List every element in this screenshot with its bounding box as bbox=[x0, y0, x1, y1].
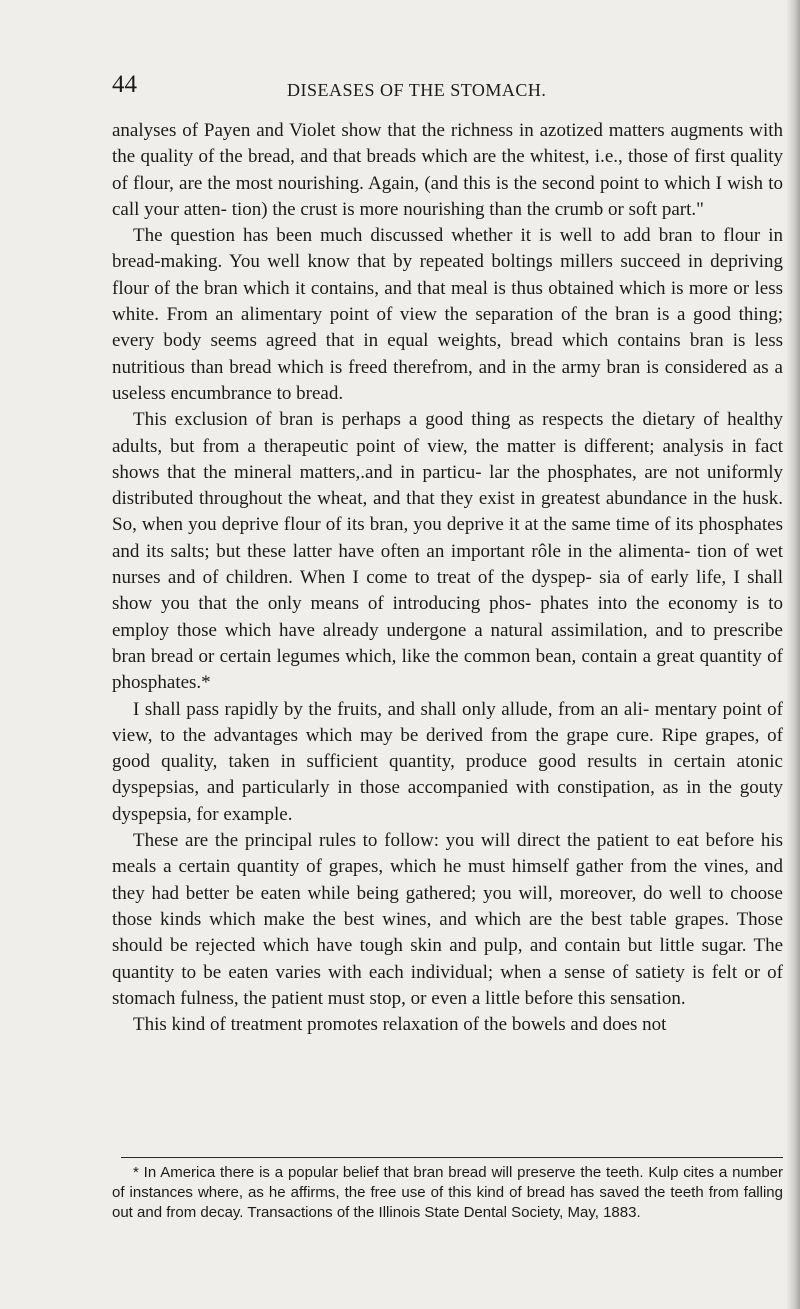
paragraph-bran-exclusion: This exclusion of bran is perhaps a good thing as respects the dietary of healthy adults, but from a therapeutic point of view, the matter is different; analysis in fact shows that the mineral matters,.and in particu- lar the phosphates, are not uniformly distributed throughout the wheat, and that they exist in greatest abundance in the husk. So, when you deprive flour of its bran, you deprive it at the same time of its phosphates and its salts; but these latter have often an important rôle in the alimenta- tion of wet nurses and of children. When I come to treat of the dyspep- sia of early life, I shall show you that the only means of introducing phos- phates into the economy is to employ those which have already undergone a natural assimilation, and to prescribe bran bread or certain legumes which, like the common bean, contain a great quantity of phosphates.* bbox=[112, 409, 783, 694]
page-header bbox=[112, 70, 795, 110]
body-text bbox=[112, 118, 783, 1038]
footnote-rule bbox=[121, 1157, 783, 1158]
page-number: 44 bbox=[112, 71, 137, 98]
paragraph-bran-question: The question has been much discussed whether it is well to add bran to flour in bread-making. You well know that by repeated boltings millers succeed in depriving flour of the bran which it contains, and that meal is thus obtained which is more or less white. From an alimentary point of view the separation of the bran is a good thing; every body seems agreed that in equal weights, bread which contains bran is less nutritious than bread which is freed therefrom, and in the army bran is considered as a useless encumbrance to bread. bbox=[112, 225, 783, 404]
paragraph-bread-quality: analyses of Payen and Violet show that the richness in azotized matters augments with the quality of the bread, and that breads which are the whitest, i.e., those of first quality of flour, are the most nourishing. Again, (and this is the second point to which I wish to call your atten- tion) the crust is more nourishing than the crumb or soft part." bbox=[112, 120, 783, 220]
footnote bbox=[112, 1163, 783, 1223]
paragraph-principal-rules: These are the principal rules to follow: you will direct the patient to eat before his meals a certain quantity of grapes, which he must himself gather from the vines, and they had better be eaten while being gathered; you will, moreover, do well to choose those kinds which make the best wines, and which are the best table grapes. Those should be rejected which have tough skin and pulp, and contain but little sugar. The quantity to be eaten varies with each individual; when a sense of satiety is felt or of stomach fulness, the patient must stop, or even a little before this sensation. bbox=[112, 830, 783, 1009]
footnote-text: * In America there is a popular belief that bran bread will preserve the teeth. Kulp cites a number of instances where, as he affirms, the free use of this kind of bread has saved the teeth from falling out and from decay. Transactions of the Illinois State Dental Society, May, 1883. bbox=[112, 1164, 783, 1221]
running-title: DISEASES OF THE STOMACH. bbox=[287, 80, 547, 100]
paragraph-grape-cure: I shall pass rapidly by the fruits, and shall only allude, from an ali- mentary point of view, to the advantages which may be derived from the grape cure. Ripe grapes, of good quality, taken in sufficient quantity, produce good results in certain atonic dyspepsias, and particularly in those accompanied with constipation, as in the gouty dyspepsia, for example. bbox=[112, 698, 783, 825]
paragraph-treatment: This kind of treatment promotes relaxation of the bowels and does not bbox=[133, 1014, 667, 1036]
page-edge-shadow bbox=[786, 0, 800, 1309]
